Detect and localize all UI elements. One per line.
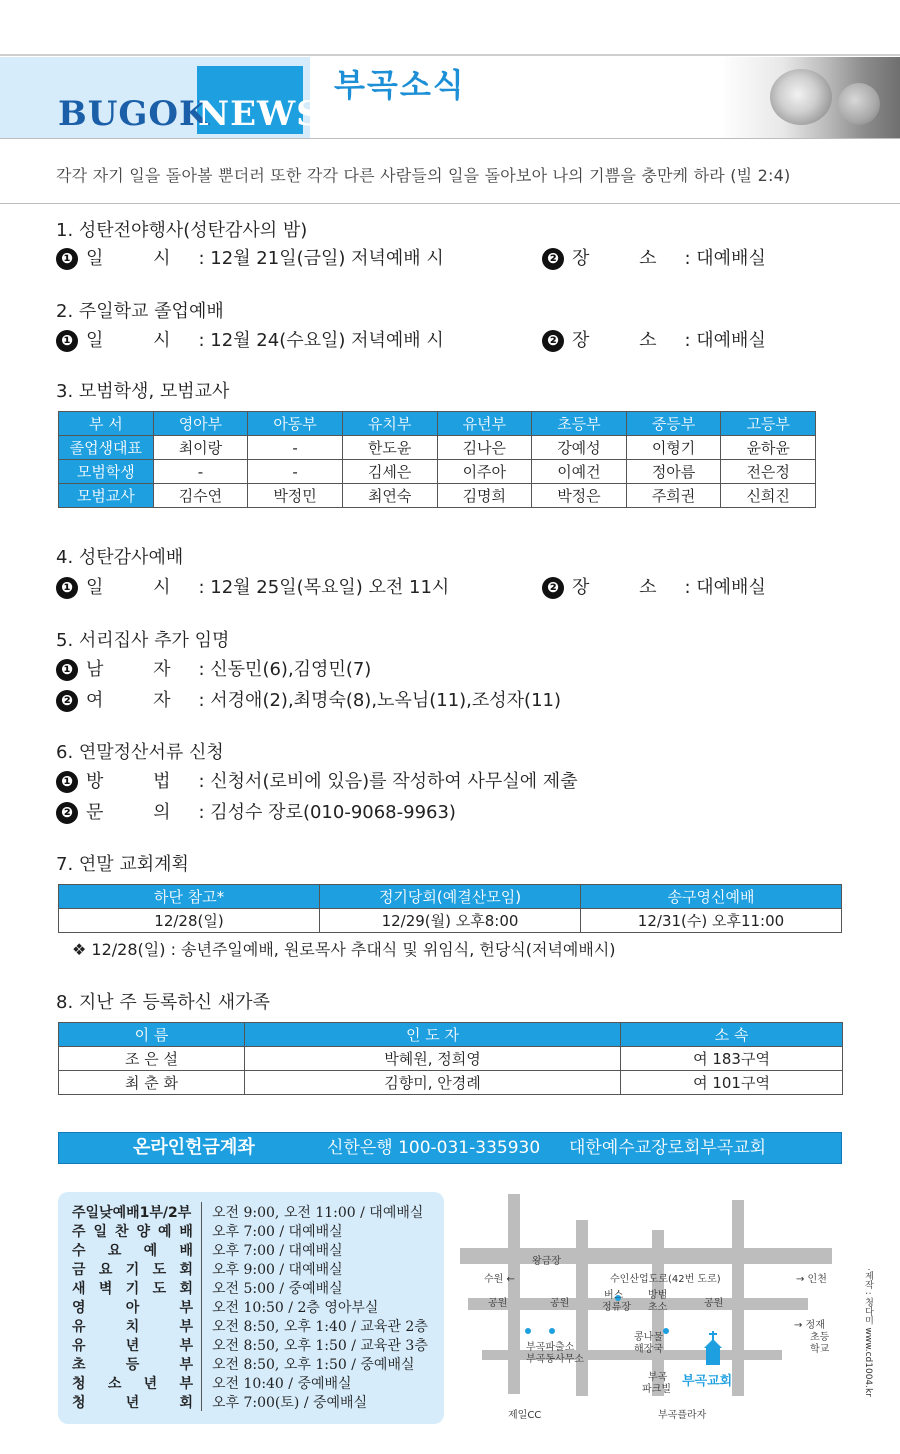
verse: 각각 자기 일을 돌아볼 뿐더러 또한 각각 다른 사람들의 일을 돌아보아 나의 기쁨을 충만케 하라 (빌 2:4) <box>56 166 791 185</box>
top-rule <box>0 54 900 56</box>
church-icon <box>704 1331 722 1365</box>
section-4-title: 4. 성탄감사예배 <box>56 547 184 568</box>
table-row: 졸업생대표 최이랑 - 한도윤 김나은 강예성 이형기 윤하윤 <box>59 436 816 460</box>
schedule-row <box>72 1240 428 1259</box>
bullet-1: ❶ <box>56 248 78 270</box>
church-map: 왕금장 수원 ← 수인산업도로(42번 도로) → 인천 공원 공원 공원 버스 정류장 방범 초소 → 정재 초등 학교 부곡파출소 부곡동사무소 콩나물 해장국 부곡 파크빌 부곡교회 제일CC 부곡플라자 <box>452 1190 852 1422</box>
schedule-row <box>72 1335 428 1354</box>
schedule-name: 주 일 찬 양 예 배 <box>72 1221 202 1240</box>
schedule-value: 오전 10:50 / 2층 영아부실 <box>212 1300 379 1316</box>
map-credit: ·제작 : 청다미 www.cd1004.kr <box>863 1268 873 1397</box>
schedule-row <box>72 1373 428 1392</box>
bank-holder: 대한예수교장로회부곡교회 <box>569 1138 767 1158</box>
section-6-method: ❶ 방 법 : 신청서(로비에 있음)를 작성하여 사무실에 제출 <box>56 767 578 793</box>
worship-schedule <box>58 1192 444 1424</box>
table-row: 모범교사 김수연 박정민 최연숙 김명희 박정은 주희권 신희진 <box>59 484 816 508</box>
model-table-header: 부 서 영아부 아동부 유치부 유년부 초등부 중등부 고등부 <box>59 412 816 436</box>
schedule-value: 오전 8:50, 오후 1:50 / 교육관 3층 <box>212 1338 428 1354</box>
schedule-value: 오전 9:00, 오전 11:00 / 대예배실 <box>212 1205 424 1221</box>
online-offering-bar <box>58 1132 842 1164</box>
church-label: 부곡교회 <box>682 1374 733 1389</box>
section-1-time: ❶ 일 시 : 12월 21일(금일) 저녁예배 시 <box>56 244 444 270</box>
section-7-title: 7. 연말 교회계획 <box>56 854 189 875</box>
schedule-row <box>72 1392 428 1411</box>
schedule-value: 오전 5:00 / 중예배실 <box>212 1281 343 1297</box>
page-title: 부곡소식 <box>334 66 466 104</box>
schedule-name: 새 벽 기 도 회 <box>72 1278 202 1297</box>
schedule-name: 수 요 예 배 <box>72 1240 202 1259</box>
schedule-value: 오후 7:00(토) / 중예배실 <box>212 1395 368 1411</box>
schedule-row <box>72 1202 428 1221</box>
section-8-title: 8. 지난 주 등록하신 새가족 <box>56 992 270 1013</box>
schedule-name: 주일낮예배1부/2부 <box>72 1202 202 1221</box>
section-2-place: ❷ 장 소 : 대예배실 <box>542 326 766 352</box>
year-end-note: ❖ 12/28(일) : 송년주일예배, 원로목사 추대식 및 위임식, 헌당식(저녁예배시) <box>72 940 616 959</box>
verse-divider <box>0 203 900 204</box>
header-photo <box>720 57 900 138</box>
section-4-time: ❶ 일 시 : 12월 25일(목요일) 오전 11시 <box>56 573 449 599</box>
schedule-name: 영 아 부 <box>72 1297 202 1316</box>
schedule-value: 오후 9:00 / 대예배실 <box>212 1262 343 1278</box>
schedule-name: 청 년 회 <box>72 1392 202 1411</box>
header-divider <box>0 138 900 139</box>
schedule-name: 유 치 부 <box>72 1316 202 1335</box>
table-row: 최 춘 화 김향미, 안경례 여 101구역 <box>59 1071 843 1095</box>
schedule-value: 오후 7:00 / 대예배실 <box>212 1224 343 1240</box>
section-4-place: ❷ 장 소 : 대예배실 <box>542 573 766 599</box>
brand-news: NEWS <box>198 94 322 134</box>
section-5-female: ❷ 여 자 : 서경애(2),최명숙(8),노옥님(11),조성자(11) <box>56 686 561 712</box>
schedule-row <box>72 1221 428 1240</box>
brand-logo <box>58 94 322 134</box>
section-5-title: 5. 서리집사 추가 임명 <box>56 630 230 651</box>
table-row: 모범학생 - - 김세은 이주아 이예건 정아름 전은정 <box>59 460 816 484</box>
year-end-table: 하단 참고* 정기당회(예결산모임) 송구영신예배 12/28(일) 12/29(월) 오후8:00 12/31(수) 오후11:00 <box>58 884 842 933</box>
schedule-name: 초 등 부 <box>72 1354 202 1373</box>
section-2-title: 2. 주일학교 졸업예배 <box>56 301 224 322</box>
schedule-name: 금 요 기 도 회 <box>72 1259 202 1278</box>
section-5-male: ❶ 남 자 : 신동민(6),김영민(7) <box>56 655 371 681</box>
bullet-2: ❷ <box>542 248 564 270</box>
new-family-table: 이 름 인 도 자 소 속 조 은 설 박혜원, 정희영 여 183구역 최 춘 화 김향미, 안경례 여 101구역 <box>58 1022 843 1095</box>
section-3-title: 3. 모범학생, 모범교사 <box>56 381 230 402</box>
table-row: 조 은 설 박혜원, 정희영 여 183구역 <box>59 1047 843 1071</box>
schedule-value: 오전 8:50, 오후 1:50 / 중예배실 <box>212 1357 415 1373</box>
schedule-row <box>72 1259 428 1278</box>
model-table <box>58 411 816 508</box>
schedule-row <box>72 1354 428 1373</box>
section-1-place: ❷ 장 소 : 대예배실 <box>542 244 766 270</box>
schedule-name: 유 년 부 <box>72 1335 202 1354</box>
section-6-title: 6. 연말정산서류 신청 <box>56 742 224 763</box>
schedule-row <box>72 1278 428 1297</box>
schedule-value: 오전 10:40 / 중예배실 <box>212 1376 352 1392</box>
section-1-title: 1. 성탄전야행사(성탄감사의 밤) <box>56 220 308 241</box>
schedule-value: 오전 8:50, 오후 1:40 / 교육관 2층 <box>212 1319 428 1335</box>
bank-account: 신한은행 100-031-335930 <box>327 1138 541 1158</box>
bank-title: 온라인헌금계좌 <box>133 1137 255 1158</box>
schedule-row <box>72 1316 428 1335</box>
section-6-inquiry: ❷ 문 의 : 김성수 장로(010-9068-9963) <box>56 798 456 824</box>
schedule-row <box>72 1297 428 1316</box>
section-2-time: ❶ 일 시 : 12월 24(수요일) 저녁예배 시 <box>56 326 444 352</box>
schedule-value: 오후 7:00 / 대예배실 <box>212 1243 343 1259</box>
brand-bugok: BUGOK <box>58 94 210 134</box>
schedule-name: 청 소 년 부 <box>72 1373 202 1392</box>
table-row: 12/28(일) 12/29(월) 오후8:00 12/31(수) 오후11:00 <box>59 909 842 933</box>
